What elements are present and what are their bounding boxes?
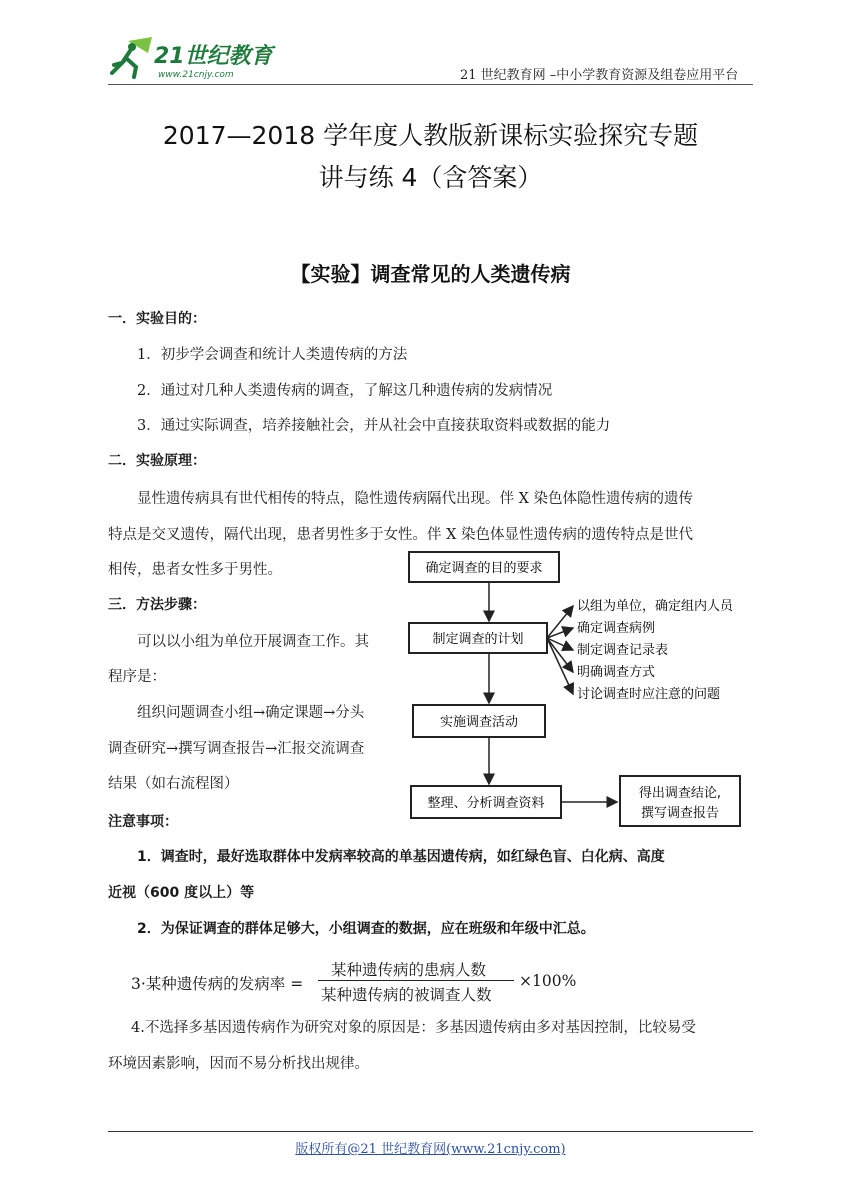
branch-text-1: 以组为单位，确定组内人员 [577, 599, 734, 614]
runner-logo-icon [108, 33, 288, 83]
incidence-formula [131, 958, 591, 1006]
method-line-2: 程序是： [108, 669, 166, 685]
method-line-4: 调查研究→撰写调查报告→汇报交流调查 [108, 741, 365, 757]
formula-denominator: 某种遗传病的被调查人数 [321, 986, 492, 1004]
flow-box-implement-text: 实施调查活动 [439, 715, 519, 730]
footer-copyright-link[interactable]: 版权所有@21 世纪教育网(www.21cnjy.com) [295, 1142, 566, 1157]
principle-line-1: 显性遗传病具有世代相传的特点，隐性遗传病隔代出现。伴 X 染色体隐性遗传病的遗传 [137, 491, 694, 507]
principle-heading: 二．实验原理： [108, 453, 206, 469]
purpose-heading: 一．实验目的： [108, 311, 206, 327]
flow-box-plan-text: 制定调查的计划 [432, 632, 524, 647]
method-line-1: 可以以小组为单位开展调查工作。其 [137, 634, 369, 650]
note-1-line-1: 1．调查时，最好选取群体中发病率较高的单基因遗传病，如红绿色盲、白化病、高度 [137, 849, 665, 865]
method-heading: 三．方法步骤： [108, 597, 206, 613]
method-line-5: 结果（如右流程图） [108, 776, 239, 792]
principle-line-2: 特点是交叉遗传，隔代出现，患者男性多于女性。伴 X 染色体显性遗传病的遗传特点是世代 [108, 527, 694, 543]
method-line-3: 组织问题调查小组→确定课题→分头 [137, 705, 365, 721]
footer-divider [108, 1131, 753, 1132]
flow-box-conclusion-line1: 得出调查结论, [638, 786, 722, 801]
header-divider [108, 84, 753, 85]
purpose-item-3: 3．通过实际调查，培养接触社会，并从社会中直接获取资料或数据的能力 [137, 418, 611, 434]
formula-suffix: ×100% [519, 972, 577, 990]
flowchart [405, 548, 775, 833]
note-4-line-1: 4.不选择多基因遗传病作为研究对象的原因是：多基因遗传病由多对基因控制，比较易受 [131, 1020, 696, 1036]
header-site-name: 21 世纪教育网 –中小学教育资源及组卷应用平台 [460, 68, 739, 83]
notes-heading: 注意事项： [108, 814, 178, 830]
document-title-line1: 2017—2018 学年度人教版新课标实验探究专题 [162, 121, 699, 150]
section-title: 【实验】调查常见的人类遗传病 [290, 262, 571, 286]
site-logo [108, 33, 288, 83]
fraction-bar [318, 980, 514, 981]
note-4-line-2: 环境因素影响，因而不易分析找出规律。 [108, 1056, 369, 1072]
document-title-line2: 讲与练 4（含答案） [318, 163, 543, 192]
formula-prefix: 3·某种遗传病的发病率 = [131, 975, 304, 993]
branch-text-3: 制定调查记录表 [577, 643, 669, 658]
flow-box-goal-text: 确定调查的目的要求 [425, 561, 543, 576]
branch-text-4: 明确调查方式 [577, 665, 656, 680]
purpose-item-1: 1．初步学会调查和统计人类遗传病的方法 [137, 347, 408, 363]
logo-url: www.21cnjy.com [158, 70, 234, 80]
note-2: 2．为保证调查的群体足够大，小组调查的数据，应在班级和年级中汇总。 [137, 921, 595, 937]
branch-text-2: 确定调查病例 [577, 621, 656, 636]
flow-box-analyze-text: 整理、分析调查资料 [427, 796, 545, 811]
logo-text: 21世纪教育 [154, 44, 273, 69]
branch-text-5: 讨论调查时应注意的问题 [577, 687, 721, 702]
purpose-item-2: 2．通过对几种人类遗传病的调查，了解这几种遗传病的发病情况 [137, 383, 553, 399]
flow-box-conclusion-line2: 撰写调查报告 [640, 806, 720, 821]
principle-line-3: 相传，患者女性多于男性。 [108, 562, 282, 578]
note-1-line-2: 近视（600 度以上）等 [108, 885, 255, 901]
formula-numerator: 某种遗传病的患病人数 [331, 961, 487, 979]
